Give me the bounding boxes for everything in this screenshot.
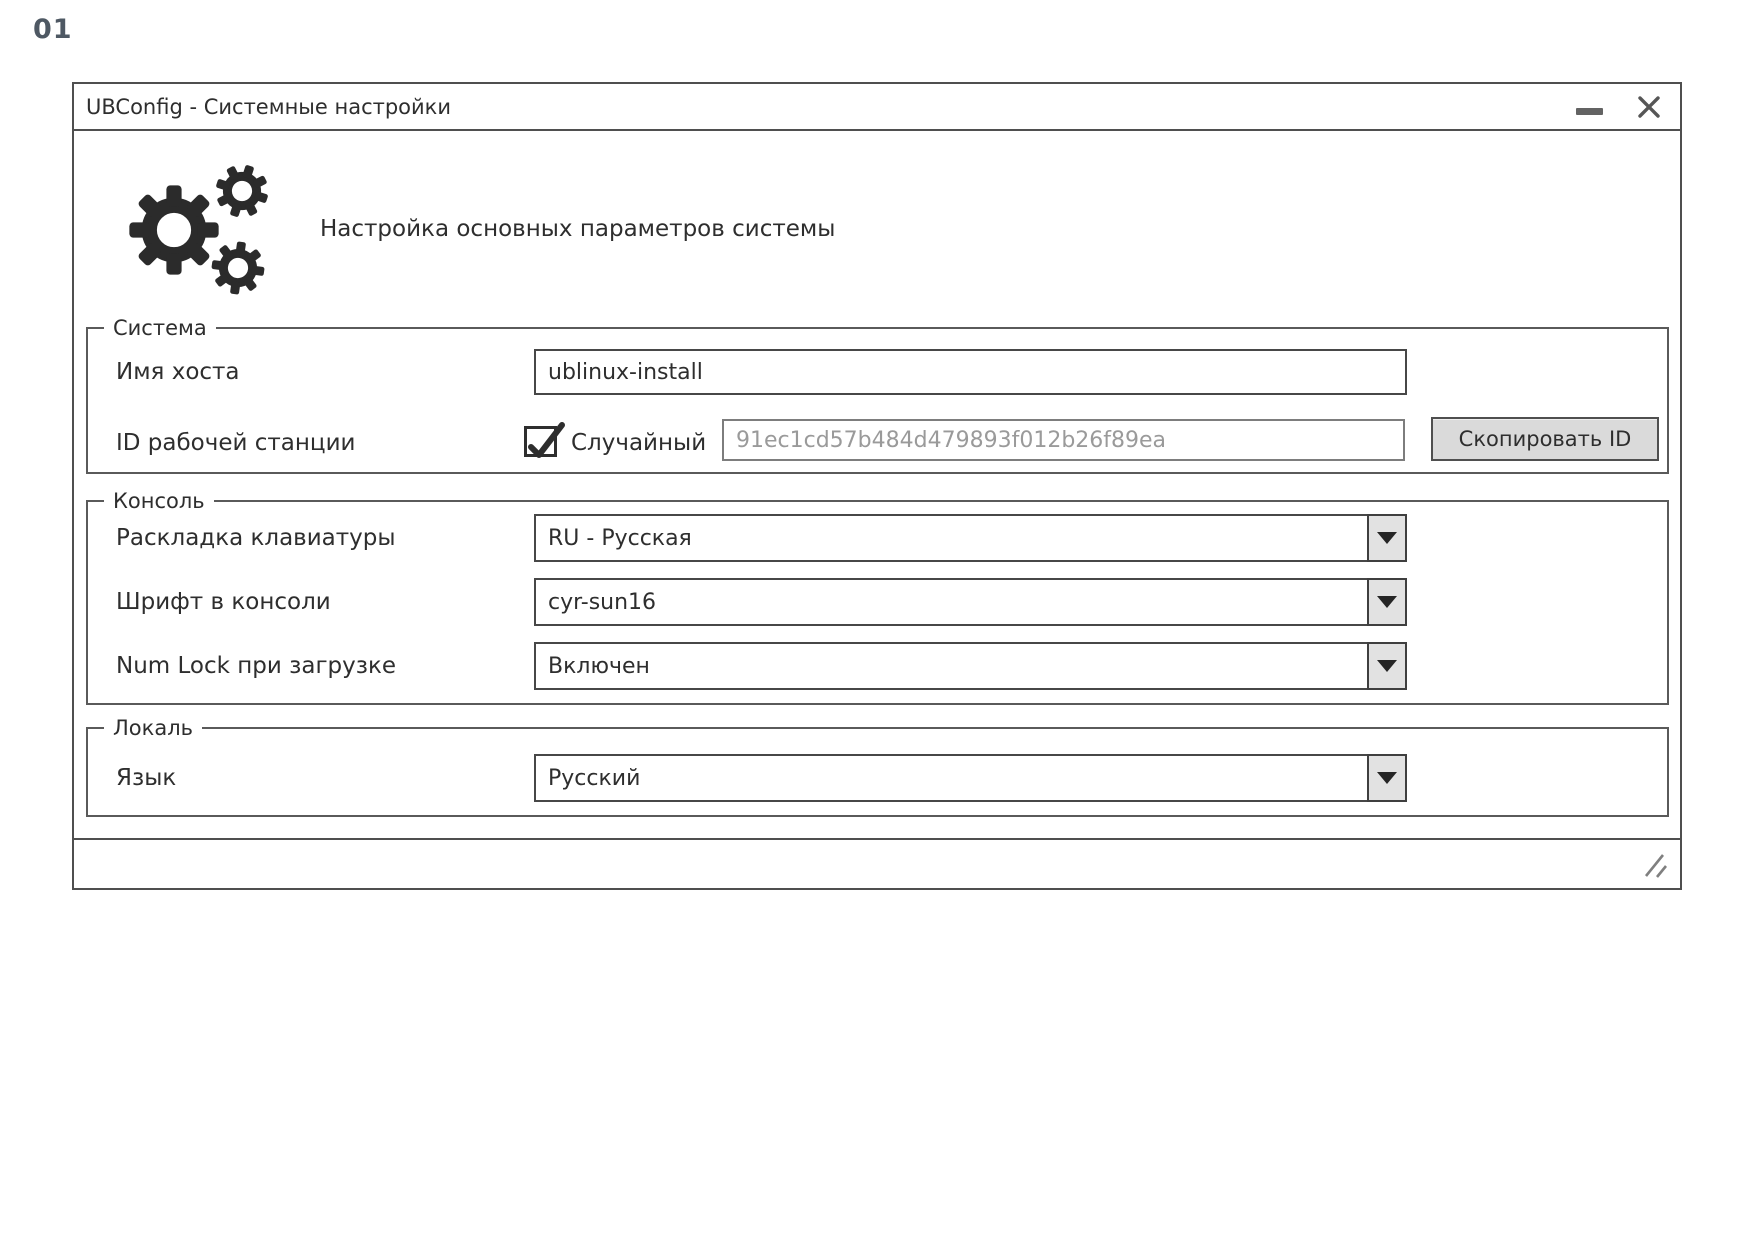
dropdown-arrow-icon bbox=[1377, 660, 1397, 672]
check-icon bbox=[525, 416, 567, 462]
hostname-label: Имя хоста bbox=[116, 359, 240, 385]
minimize-button[interactable] bbox=[1572, 90, 1606, 124]
station-id-input bbox=[722, 419, 1405, 461]
copy-id-button[interactable]: Скопировать ID bbox=[1431, 417, 1659, 461]
status-bar bbox=[74, 840, 1680, 888]
titlebar[interactable] bbox=[74, 84, 1680, 131]
ubconfig-window bbox=[72, 82, 1682, 890]
dropdown-arrow-button[interactable] bbox=[1367, 754, 1407, 802]
resize-grip-icon[interactable] bbox=[1642, 852, 1670, 880]
language-select[interactable] bbox=[534, 754, 1407, 802]
station-id-label: ID рабочей станции bbox=[116, 430, 356, 456]
window-description: Настройка основных параметров системы bbox=[320, 216, 836, 242]
page-index-label: 01 bbox=[33, 14, 73, 45]
language-label: Язык bbox=[116, 765, 177, 791]
language-value: Русский bbox=[548, 765, 641, 791]
console-font-label: Шрифт в консоли bbox=[116, 589, 331, 615]
group-system-legend: Система bbox=[104, 316, 216, 340]
numlock-label: Num Lock при загрузке bbox=[116, 653, 397, 679]
dropdown-arrow-button[interactable] bbox=[1367, 578, 1407, 626]
dropdown-arrow-icon bbox=[1377, 532, 1397, 544]
minimize-icon bbox=[1576, 108, 1603, 115]
keyboard-layout-label: Раскладка клавиатуры bbox=[116, 525, 396, 551]
window-title: UBConfig - Системные настройки bbox=[86, 94, 452, 119]
close-button[interactable] bbox=[1632, 90, 1666, 124]
dropdown-arrow-button[interactable] bbox=[1367, 642, 1407, 690]
dropdown-arrow-button[interactable] bbox=[1367, 514, 1407, 562]
close-icon bbox=[1636, 94, 1662, 120]
keyboard-layout-select[interactable] bbox=[534, 514, 1407, 562]
random-id-checkbox-label: Случайный bbox=[571, 430, 707, 456]
dropdown-arrow-icon bbox=[1377, 772, 1397, 784]
random-id-checkbox[interactable] bbox=[524, 426, 557, 457]
numlock-select[interactable] bbox=[534, 642, 1407, 690]
group-console-legend: Консоль bbox=[104, 489, 214, 513]
dropdown-arrow-icon bbox=[1377, 596, 1397, 608]
gears-icon bbox=[124, 158, 274, 303]
console-font-select[interactable] bbox=[534, 578, 1407, 626]
hostname-input[interactable] bbox=[534, 349, 1407, 395]
console-font-value: cyr-sun16 bbox=[548, 589, 657, 615]
numlock-value: Включен bbox=[548, 653, 650, 679]
group-locale-legend: Локаль bbox=[104, 716, 202, 740]
keyboard-layout-value: RU - Русская bbox=[548, 525, 692, 551]
